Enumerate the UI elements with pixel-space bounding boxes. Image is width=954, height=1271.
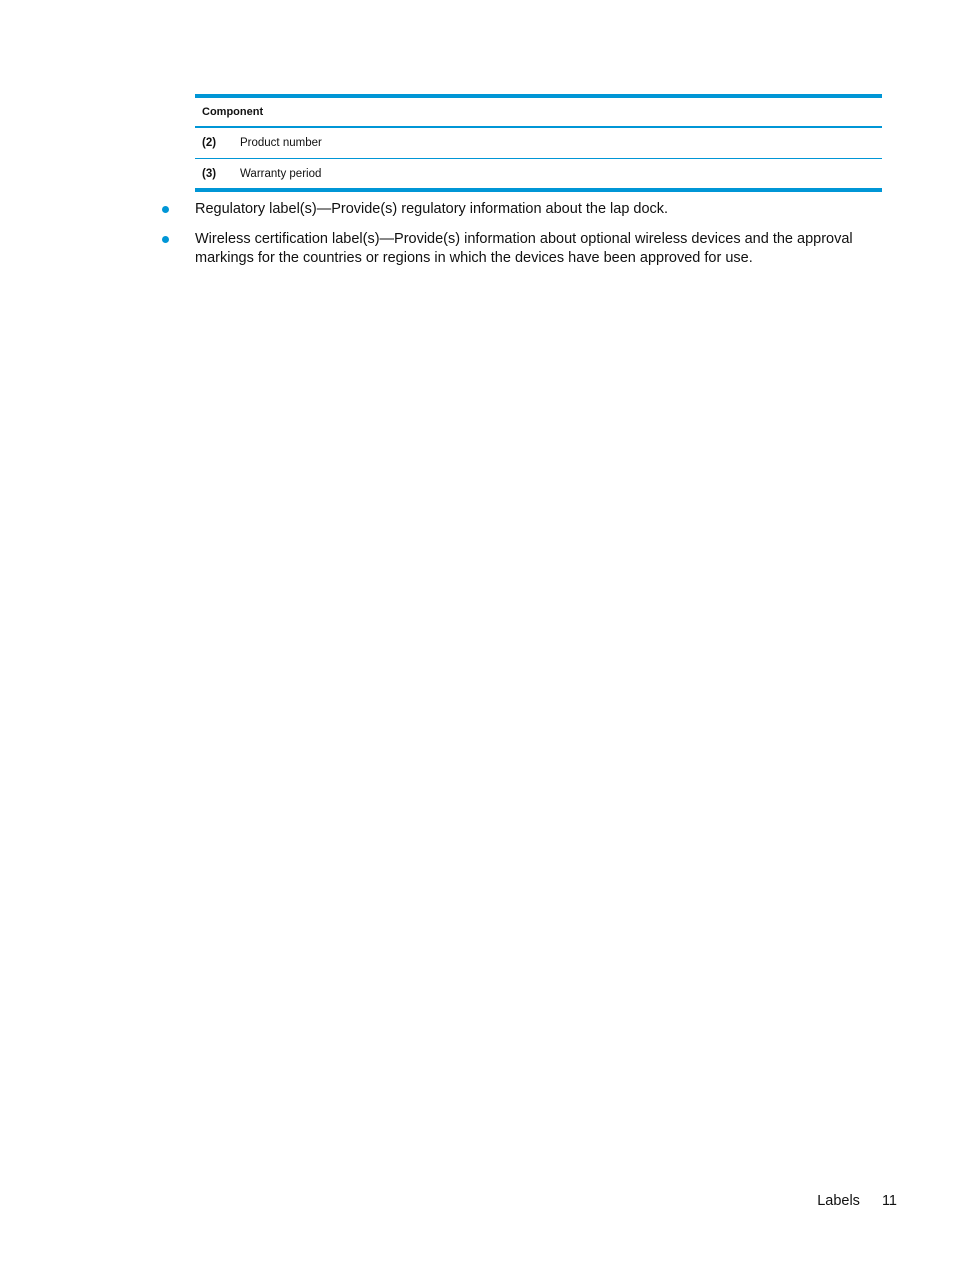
list-item-text: Wireless certification label(s)—Provide(s) information about optional wireless devices and the approval markings for the countries or regions in which the devices have been approved for use. [195,231,853,266]
bullet-icon [162,236,169,243]
list-item [160,230,880,268]
table-row [195,128,882,158]
row-number: (2) [202,137,217,149]
row-label: Warranty period [240,167,322,180]
footer-section-title: Labels [817,1193,860,1209]
row-label: Product number [240,137,322,149]
page-number: 11 [881,1193,897,1209]
page-footer [817,1193,897,1209]
table-row [195,158,882,188]
list-item-text: Regulatory label(s)—Provide(s) regulatory information about the lap dock. [195,201,669,217]
component-table [195,94,882,192]
table-header: Component [195,98,882,128]
row-number: (3) [202,167,217,180]
bullet-list [160,200,880,279]
list-item [160,200,880,219]
bullet-icon [162,206,169,213]
